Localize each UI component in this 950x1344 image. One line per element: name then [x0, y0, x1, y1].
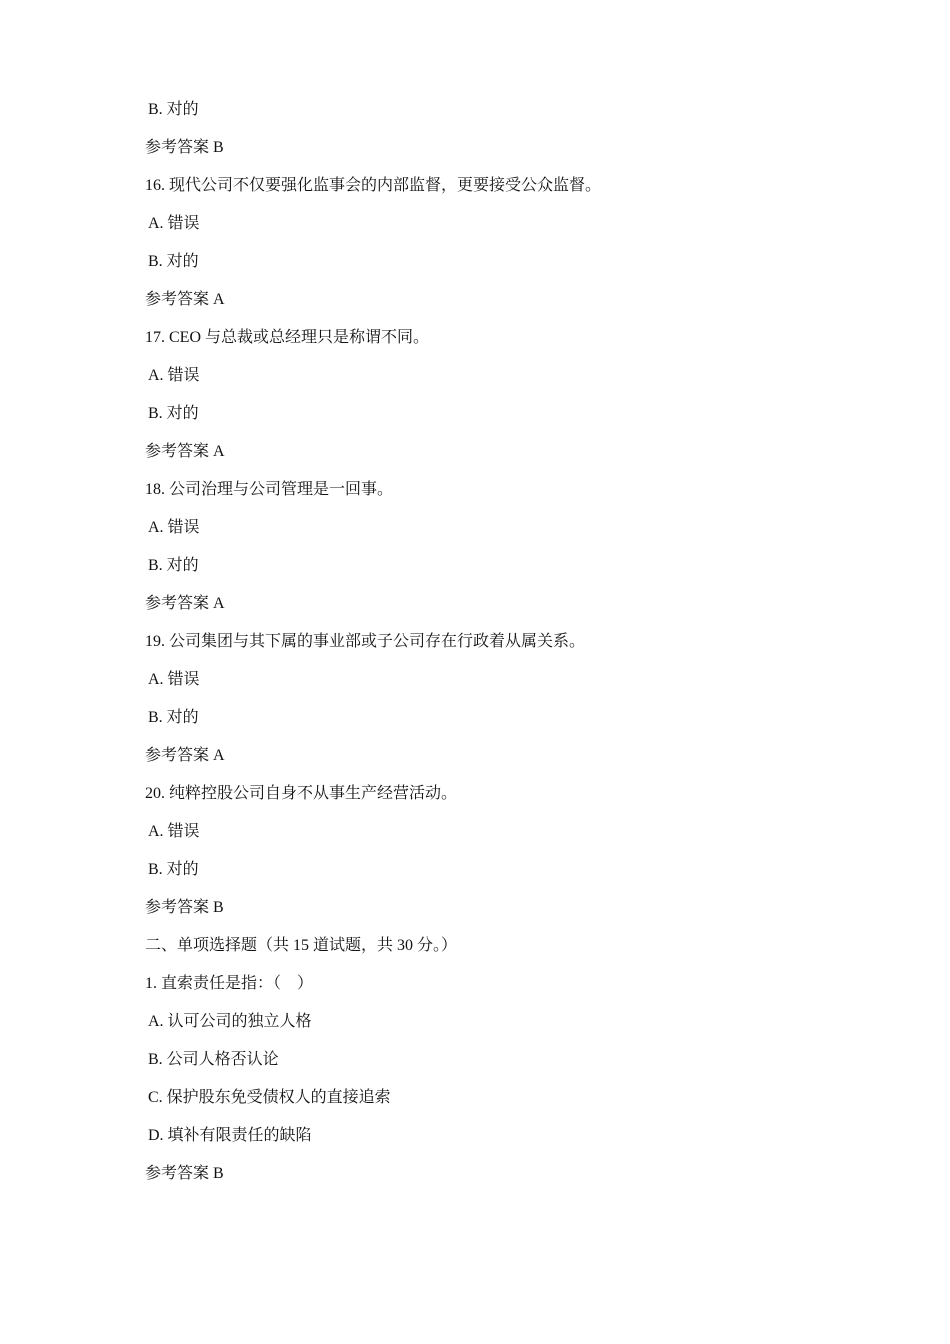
option-line: B. 对的 — [148, 557, 199, 574]
question-line: 18. 公司治理与公司管理是一回事。 — [145, 481, 394, 498]
option-line: A. 错误 — [148, 215, 200, 232]
section-heading: 二、单项选择题（共 15 道试题，共 30 分。） — [145, 937, 458, 954]
answer-line: 参考答案 A — [145, 291, 225, 308]
option-line: B. 对的 — [148, 101, 199, 118]
option-line: B. 公司人格否认论 — [148, 1051, 279, 1068]
option-line: A. 错误 — [148, 671, 200, 688]
option-line: B. 对的 — [148, 253, 199, 270]
option-line: A. 认可公司的独立人格 — [148, 1013, 312, 1030]
question-line: 16. 现代公司不仅要强化监事会的内部监督，更要接受公众监督。 — [145, 177, 602, 194]
question-line: 19. 公司集团与其下属的事业部或子公司存在行政着从属关系。 — [145, 633, 586, 650]
answer-line: 参考答案 A — [145, 595, 225, 612]
answer-line: 参考答案 B — [145, 899, 224, 916]
answer-line: 参考答案 A — [145, 747, 225, 764]
option-line: A. 错误 — [148, 367, 200, 384]
question-line: 1. 直索责任是指：（ ） — [145, 975, 314, 992]
option-line: B. 对的 — [148, 861, 199, 878]
option-line: B. 对的 — [148, 709, 199, 726]
question-line: 20. 纯粹控股公司自身不从事生产经营活动。 — [145, 785, 458, 802]
answer-line: 参考答案 A — [145, 443, 225, 460]
option-line: B. 对的 — [148, 405, 199, 422]
option-line: C. 保护股东免受债权人的直接追索 — [148, 1089, 391, 1106]
answer-line: 参考答案 B — [145, 139, 224, 156]
option-line: D. 填补有限责任的缺陷 — [148, 1127, 312, 1144]
option-line: A. 错误 — [148, 823, 200, 840]
question-line: 17. CEO 与总裁或总经理只是称谓不同。 — [145, 329, 430, 346]
answer-line: 参考答案 B — [145, 1165, 224, 1182]
exam-content — [145, 97, 865, 1199]
option-line: A. 错误 — [148, 519, 200, 536]
